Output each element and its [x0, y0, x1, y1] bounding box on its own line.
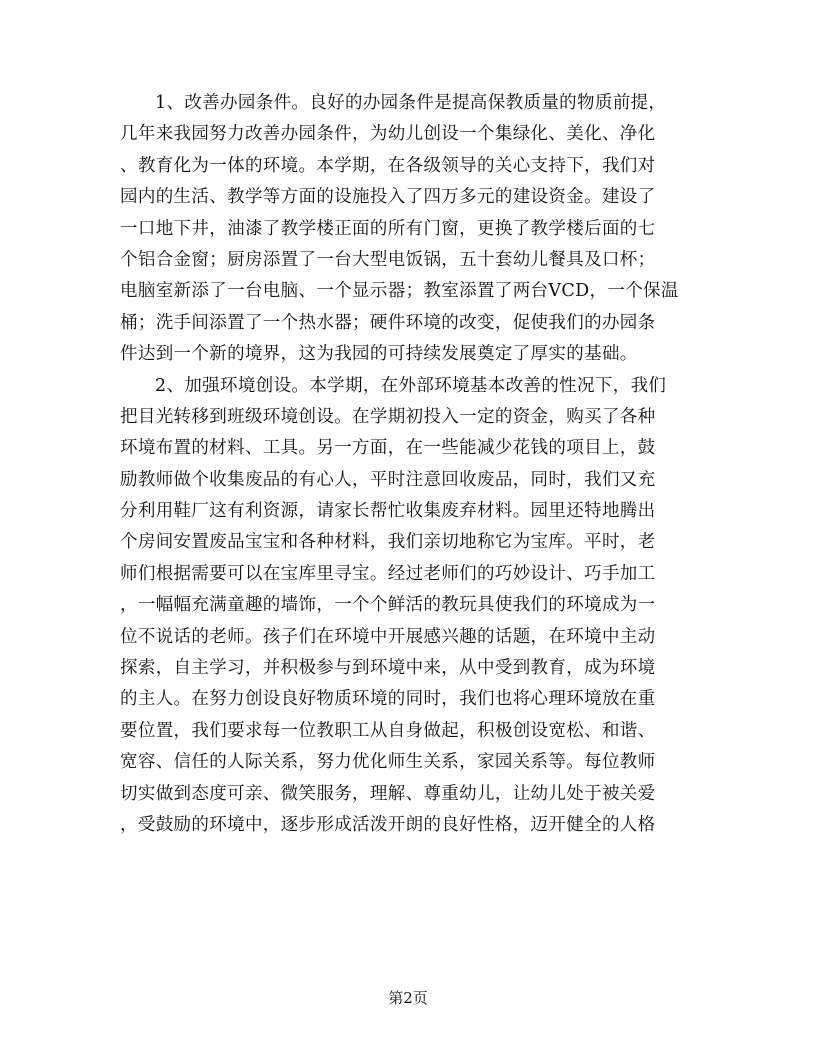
paragraph-2-line-2: 把目光转移到班级环境创设。在学期初投入一定的资金，购买了各种 — [120, 406, 656, 427]
paragraph-2-line-4: 励教师做个收集废品的有心人，平时注意回收废品，同时，我们又充 — [120, 469, 656, 490]
paragraph-1-line-4: 园内的生活、教学等方面的设施投入了四万多元的建设资金。建设了 — [120, 187, 656, 208]
body-text — [120, 88, 720, 841]
paragraph-1-line-6: 个铝合金窗；厨房添置了一台大型电饭锅，五十套幼儿餐具及口杯； — [120, 249, 656, 270]
paragraph-2-line-15: ，受鼓励的环境中，逐步形成活泼开朗的良好性格，迈开健全的人格 — [120, 814, 656, 835]
paragraph-2-line-12: 要位置，我们要求每一位教职工从自身做起，积极创设宽松、和谐、 — [120, 720, 656, 741]
paragraph-2-line-5: 分利用鞋厂这有利资源，请家长帮忙收集废弃材料。园里还特地腾出 — [120, 501, 656, 522]
paragraph-2-line-8: ，一幅幅充满童趣的墙饰，一个个鲜活的教玩具使我们的环境成为一 — [120, 595, 656, 616]
paragraph-1-line-3: 、教育化为一体的环境。本学期，在各级领导的关心支持下，我们对 — [120, 155, 656, 176]
paragraph-2-line-9: 位不说话的老师。孩子们在环境中开展感兴趣的话题，在环境中主动 — [120, 626, 656, 647]
paragraph-2-line-7: 师们根据需要可以在宝库里寻宝。经过老师们的巧妙设计、巧手加工 — [120, 563, 656, 584]
paragraph-2-line-6: 个房间安置废品宝宝和各种材料，我们亲切地称它为宝库。平时，老 — [120, 532, 656, 553]
paragraph-1-line-9: 件达到一个新的境界，这为我园的可持续发展奠定了厚实的基础。 — [120, 344, 638, 365]
paragraph-1-line-1: 1、改善办园条件。良好的办园条件是提高保教质量的物质前提， — [155, 93, 667, 113]
paragraph-2-line-13: 宽容、信任的人际关系，努力优化师生关系，家园关系等。每位教师 — [120, 752, 656, 773]
paragraph-1-line-2: 几年来我园努力改善办园条件，为幼儿创设一个集绿化、美化、净化 — [120, 124, 656, 145]
paragraph-2-line-11: 的主人。在努力创设良好物质环境的同时，我们也将心理环境放在重 — [120, 689, 656, 710]
paragraph-1-line-8: 桶；洗手间添置了一个热水器；硬件环境的改变，促使我们的办园条 — [120, 312, 656, 333]
paragraph-1-line-7: 电脑室新添了一台电脑、一个显示器；教室添置了两台VCD，一个保温 — [120, 281, 679, 302]
paragraph-2-line-10: 探索，自主学习，并积极参与到环境中来，从中受到教育，成为环境 — [120, 658, 656, 679]
page-number: 第2页 — [388, 989, 428, 1007]
paragraph-2-line-1: 2、加强环境创设。本学期，在外部环境基本改善的性况下，我们 — [155, 375, 667, 396]
paragraph-2-line-14: 切实做到态度可亲、微笑服务，理解、尊重幼儿，让幼儿处于被关爱 — [120, 783, 656, 804]
paragraph-2-line-3: 环境布置的材料、工具。另一方面，在一些能减少花钱的项目上，鼓 — [120, 438, 656, 459]
paragraph-1-line-5: 一口地下井，油漆了教学楼正面的所有门窗，更换了教学楼后面的七 — [120, 218, 656, 239]
